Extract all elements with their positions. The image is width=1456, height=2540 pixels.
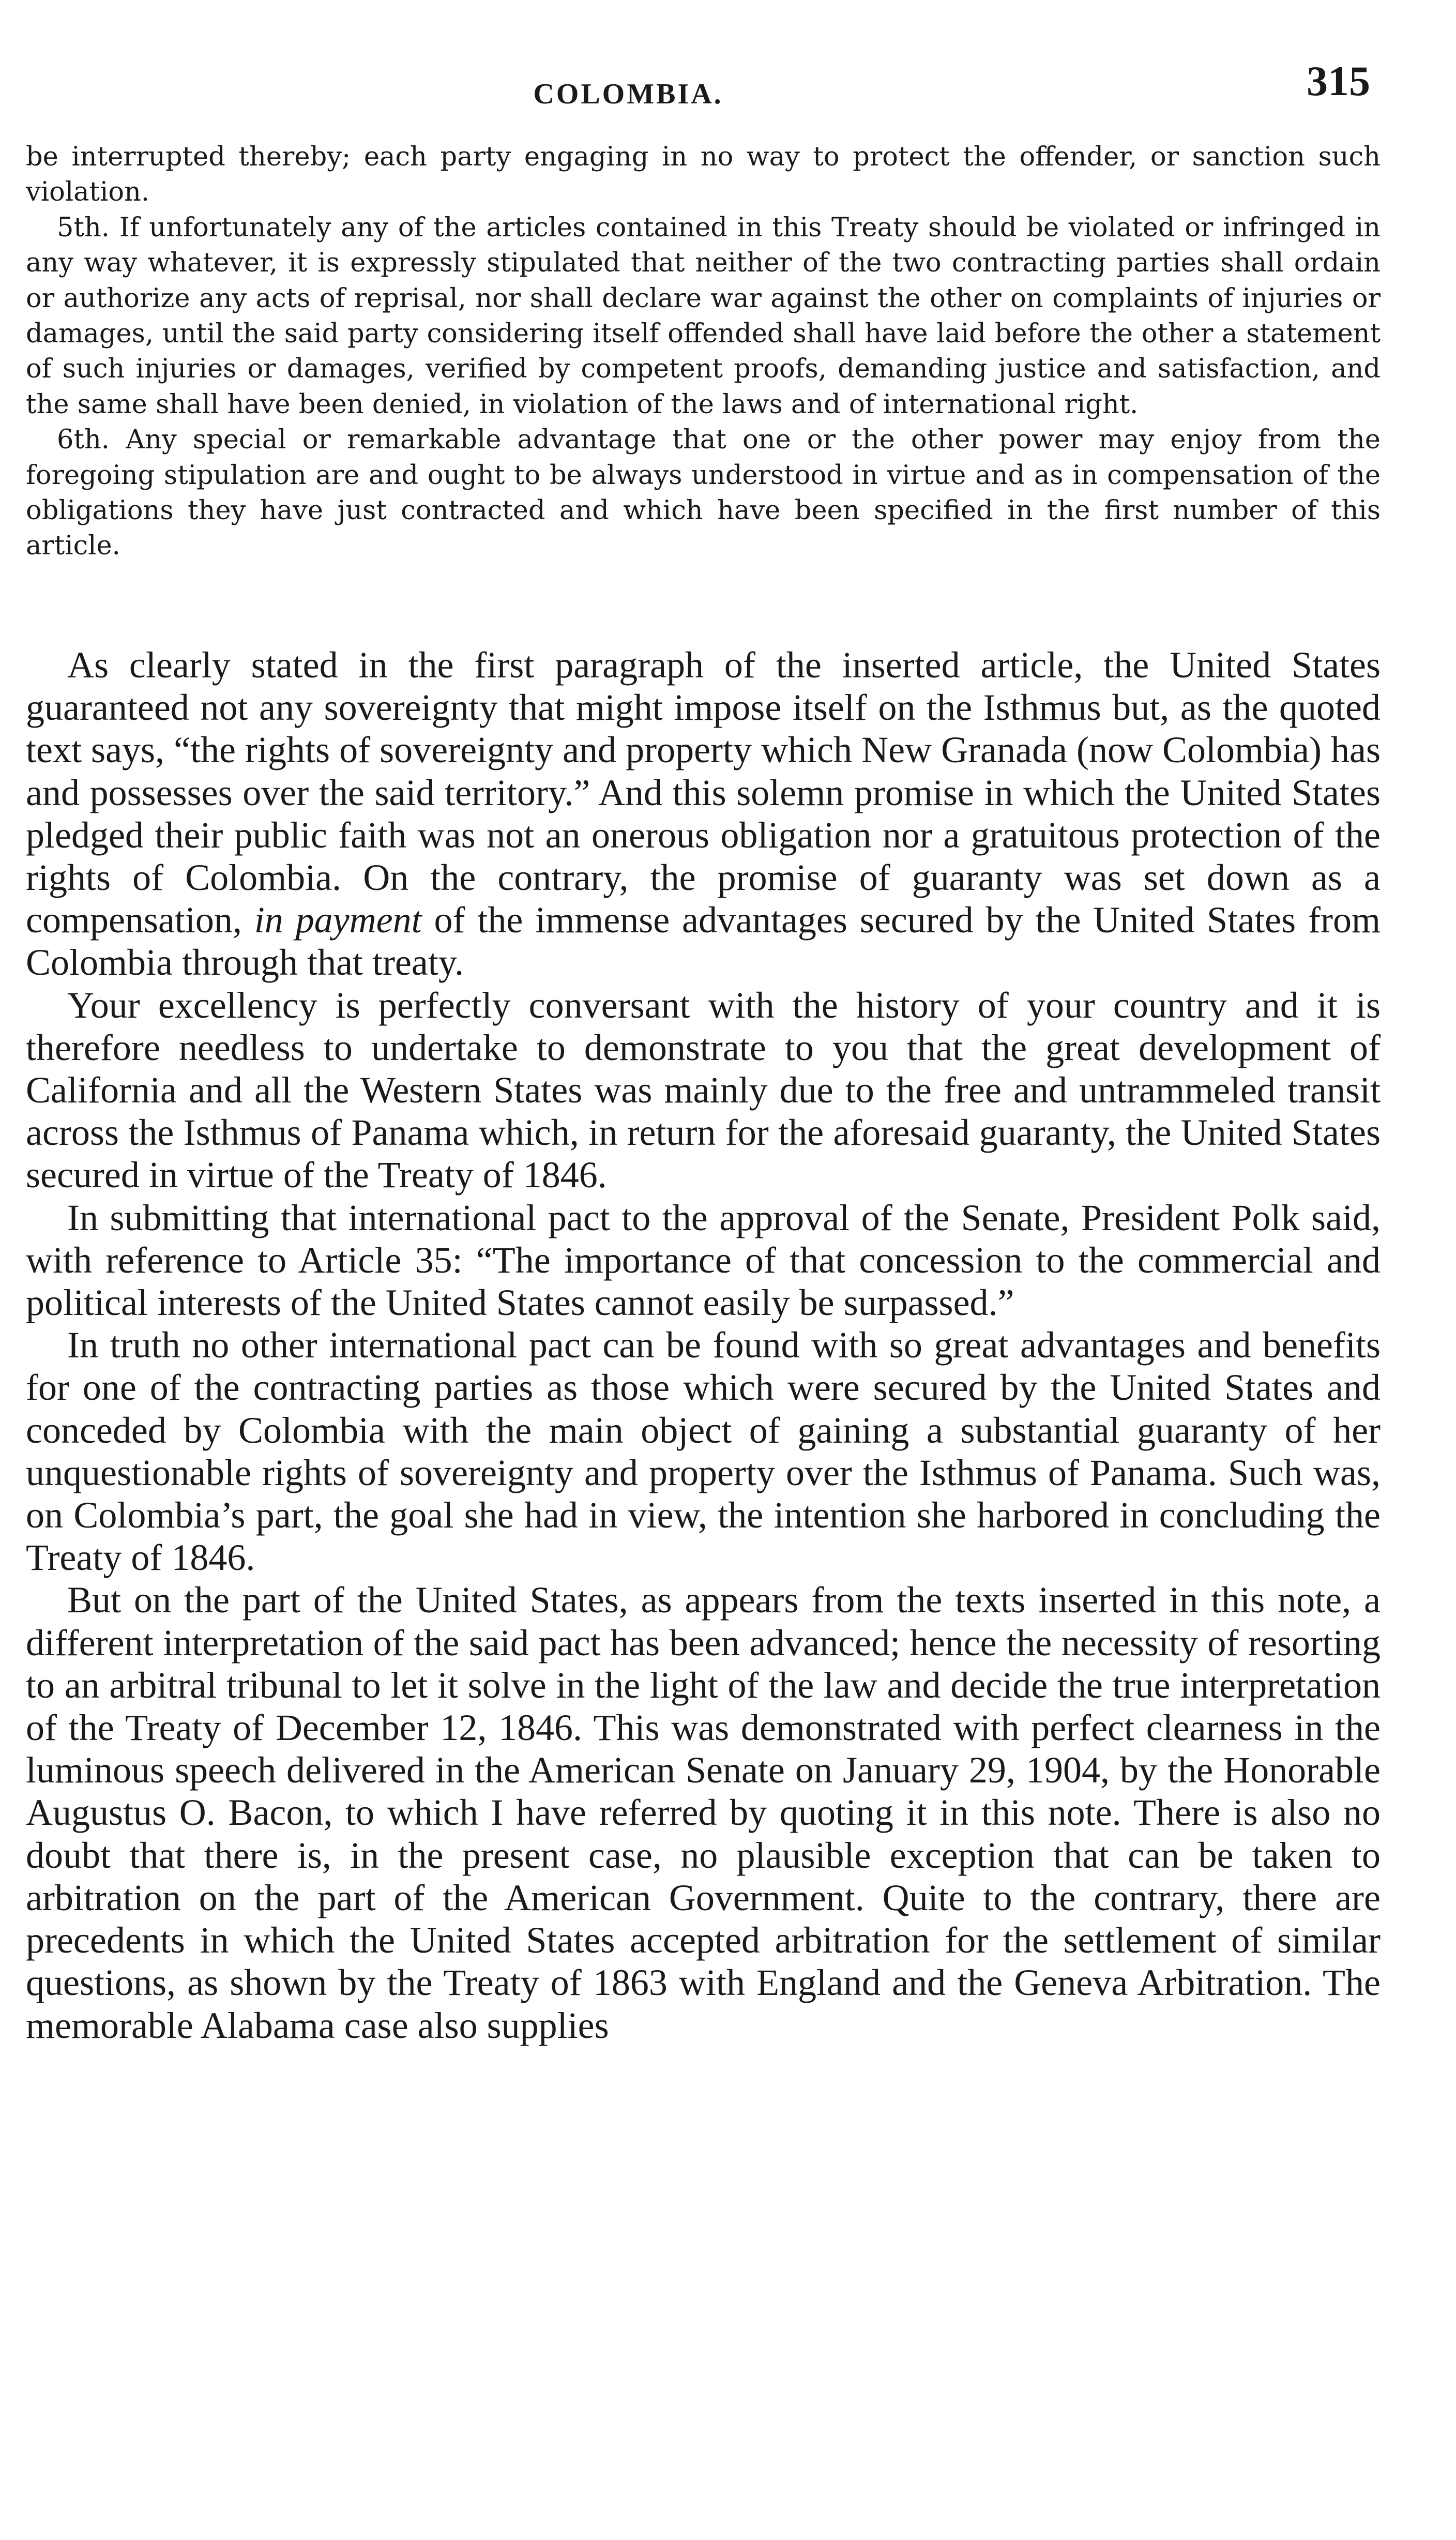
treaty-clause-6th: 6th. Any special or remarkable advantage that one or the other power may enjoy from the foregoing stipulation are and ought to be always understood in virtue and as in compensation of the obligations they have just contracted and which have been specified in the first number of this article. — [26, 425, 1381, 562]
page-number: 315 — [1307, 57, 1370, 104]
body-paragraph-text: of the immense advantages secured by the United States from Colombia through that treaty. — [26, 899, 1381, 984]
italic-phrase: in payment — [254, 899, 422, 941]
body-text — [26, 644, 1381, 2047]
quoted-treaty-text — [26, 140, 1381, 564]
treaty-continuation: be interrupted thereby; each party engaging in no way to protect the offender, or sanction such violation. — [26, 142, 1381, 208]
body-paragraph: But on the part of the United States, as appears from the texts inserted in this note, a different interpretation of the said pact has been advanced; hence the necessity of resorting to an arbitral tribunal to let it solve in the light of the law and decide the true interpretation of the Treaty of December 12, 1846. This was demonstrated with perfect clearness in the luminous speech delivered in the American Senate on January 29, 1904, by the Honorable Augustus O. Bacon, to which I have referred by quoting it in this note. There is also no doubt that there is, in the present case, no plausible exception that can be taken to arbitration on the part of the American Government. Quite to the contrary, there are precedents in which the United States accepted arbitration for the settlement of similar questions, as shown by the Treaty of 1863 with England and the Geneva Arbitration. The memorable Alabama case also supplies — [26, 1579, 1381, 2046]
body-paragraph: In submitting that international pact to the approval of the Senate, President Polk said, with reference to Article 35: “The importance of that concession to the commercial and political interests of the United States cannot easily be surpassed.” — [26, 1197, 1381, 1324]
treaty-clause-5th: 5th. If unfortunately any of the articles contained in this Treaty should be violated or infringed in any way whatever, it is expressly stipulated that neither of the two contracting parties shall ordain or authorize any acts of reprisal, nor shall declare war against the other on complaints of injuries or damages, until the said party considering itself offended shall have laid before the other a statement of such injuries or damages, verified by competent proofs, demanding justice and satisfaction, and the same shall have been denied, in violation of the laws and of international right. — [26, 212, 1381, 420]
body-paragraph — [26, 644, 1381, 984]
running-title: COLOMBIA. — [533, 78, 723, 110]
document-page — [26, 0, 1381, 2540]
body-paragraph: In truth no other international pact can be found with so great advantages and benefits for one of the contracting parties as those which were secured by the United States and conceded by Colombia with the main object of gaining a substantial guaranty of her unquestionable rights of sovereignty and property over the Isthmus of Panama. Such was, on Colombia’s part, the goal she had in view, the intention she harbored in concluding the Treaty of 1846. — [26, 1324, 1381, 1579]
body-paragraph: Your excellency is perfectly conversant with the history of your country and it is therefore needless to undertake to demonstrate to you that the great development of California and all the Western States was mainly due to the free and untrammeled transit across the Isthmus of Panama which, in return for the aforesaid guaranty, the United States secured in virtue of the Treaty of 1846. — [26, 984, 1381, 1196]
running-head — [26, 57, 1381, 114]
body-paragraph-text: As clearly stated in the first paragraph of the inserted article, the United States guaranteed not any sovereignty that might impose itself on the Isthmus but, as the quoted text says, “the rights of sovereignty and property which New Granada (now Colombia) has and possesses over the said territory.” And this solemn promise in which the United States pledged their public faith was not an onerous obligation nor a gratuitous protection of the rights of Colombia. On the contrary, the promise of guaranty was set down as a compensation, — [26, 644, 1381, 941]
